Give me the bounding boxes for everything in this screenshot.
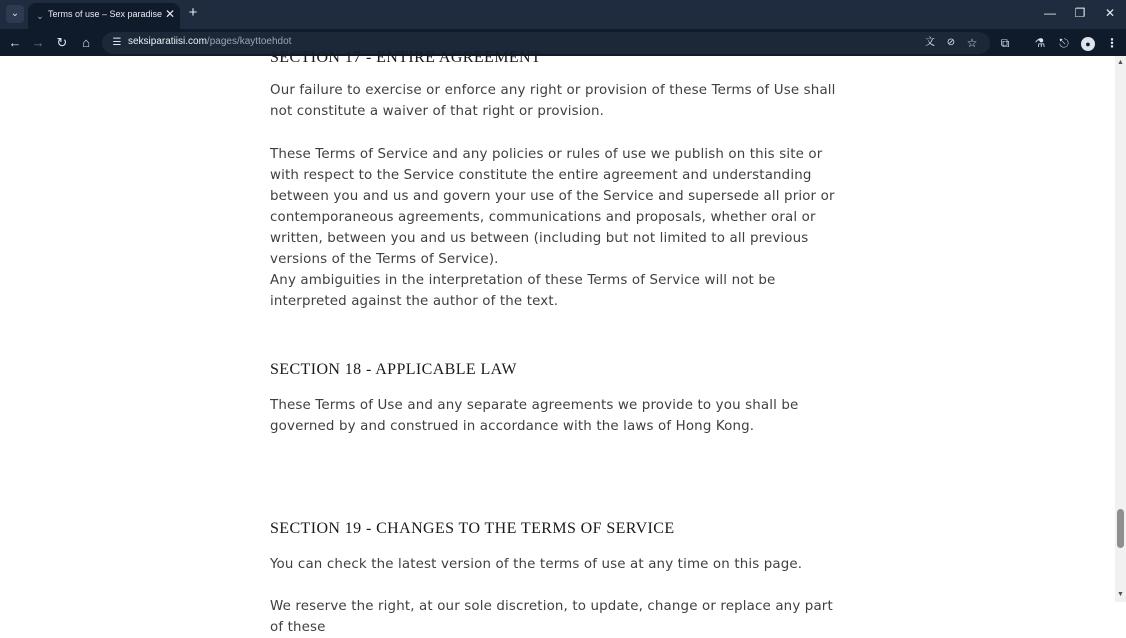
home-icon[interactable]: ⌂ bbox=[82, 35, 90, 50]
scroll-up-icon[interactable]: ▲ bbox=[1117, 59, 1124, 66]
eye-off-icon[interactable]: ⊘ bbox=[946, 37, 956, 48]
close-window-icon[interactable]: ✕ bbox=[1104, 6, 1116, 20]
scroll-down-icon[interactable]: ▼ bbox=[1117, 591, 1124, 598]
forward-icon[interactable]: → bbox=[31, 35, 45, 50]
tab-title: Terms of use – Sex paradise bbox=[48, 9, 163, 19]
section-19-heading: SECTION 19 - CHANGES TO THE TERMS OF SERVICE bbox=[270, 520, 675, 537]
url-path: /pages/kayttoehdot bbox=[206, 36, 292, 47]
site-info-icon[interactable]: ☰ bbox=[112, 37, 122, 48]
tab-favicon: ⌄ bbox=[36, 11, 44, 21]
labs-icon[interactable]: ⚗ bbox=[1034, 36, 1046, 50]
profile-icon[interactable]: ● bbox=[1078, 33, 1098, 53]
tab-list-icon[interactable]: ⌄ bbox=[6, 5, 24, 23]
tab-strip bbox=[0, 0, 1126, 29]
back-icon[interactable]: ← bbox=[8, 35, 22, 50]
paragraph-reserve-right: We reserve the right, at our sole discretion, to update, change or replace any part of these bbox=[270, 599, 833, 635]
scrollbar-thumb[interactable] bbox=[1117, 509, 1124, 548]
translate-icon[interactable]: 文 bbox=[925, 37, 935, 48]
url-text[interactable] bbox=[128, 36, 291, 47]
extensions-icon[interactable]: ⧉ bbox=[1000, 36, 1010, 50]
restore-icon[interactable]: ❐ bbox=[1074, 6, 1086, 20]
minimize-icon[interactable]: — bbox=[1044, 6, 1056, 20]
page-scrollbar[interactable] bbox=[1115, 56, 1126, 602]
paragraph-waiver: Our failure to exercise or enforce any right or provision of these Terms of Use shall not constitute a waiver of that right or provision. bbox=[270, 83, 836, 119]
star-icon[interactable]: ☆ bbox=[966, 36, 978, 50]
plus-icon[interactable]: + bbox=[188, 4, 198, 21]
cast-icon[interactable]: ⎋ bbox=[1059, 36, 1069, 50]
url-host: seksiparatiisi.com bbox=[128, 36, 207, 47]
paragraph-latest-version: You can check the latest version of the terms of use at any time on this page. bbox=[270, 557, 803, 572]
active-tab[interactable] bbox=[28, 3, 180, 29]
close-icon[interactable]: ✕ bbox=[164, 7, 176, 21]
paragraph-applicable-law: These Terms of Use and any separate agreements we provide to you shall be governed by and construed in accordance with the laws of Hong Kong. bbox=[270, 398, 799, 434]
page-viewport bbox=[0, 49, 1115, 635]
paragraph-entire-agreement: These Terms of Service and any policies or rules of use we publish on this site or with respect to the Service constitute the entire agreement and understanding between you and us and govern your use of the Service and supersede all prior or contemporaneous agreements, communications and proposals, whether oral or written, between you and us between (including but not limited to all previous versions of the Terms of Service). bbox=[270, 147, 835, 267]
reload-icon[interactable]: ↻ bbox=[56, 35, 68, 50]
section-17-heading: SECTION 17 - ENTIRE AGREEMENT bbox=[270, 49, 542, 66]
section-18-heading: SECTION 18 - APPLICABLE LAW bbox=[270, 361, 517, 378]
menu-icon[interactable]: ⋮ bbox=[1106, 36, 1118, 50]
paragraph-ambiguities: Any ambiguities in the interpretation of these Terms of Service will not be interpreted against the author of the text. bbox=[270, 273, 776, 309]
